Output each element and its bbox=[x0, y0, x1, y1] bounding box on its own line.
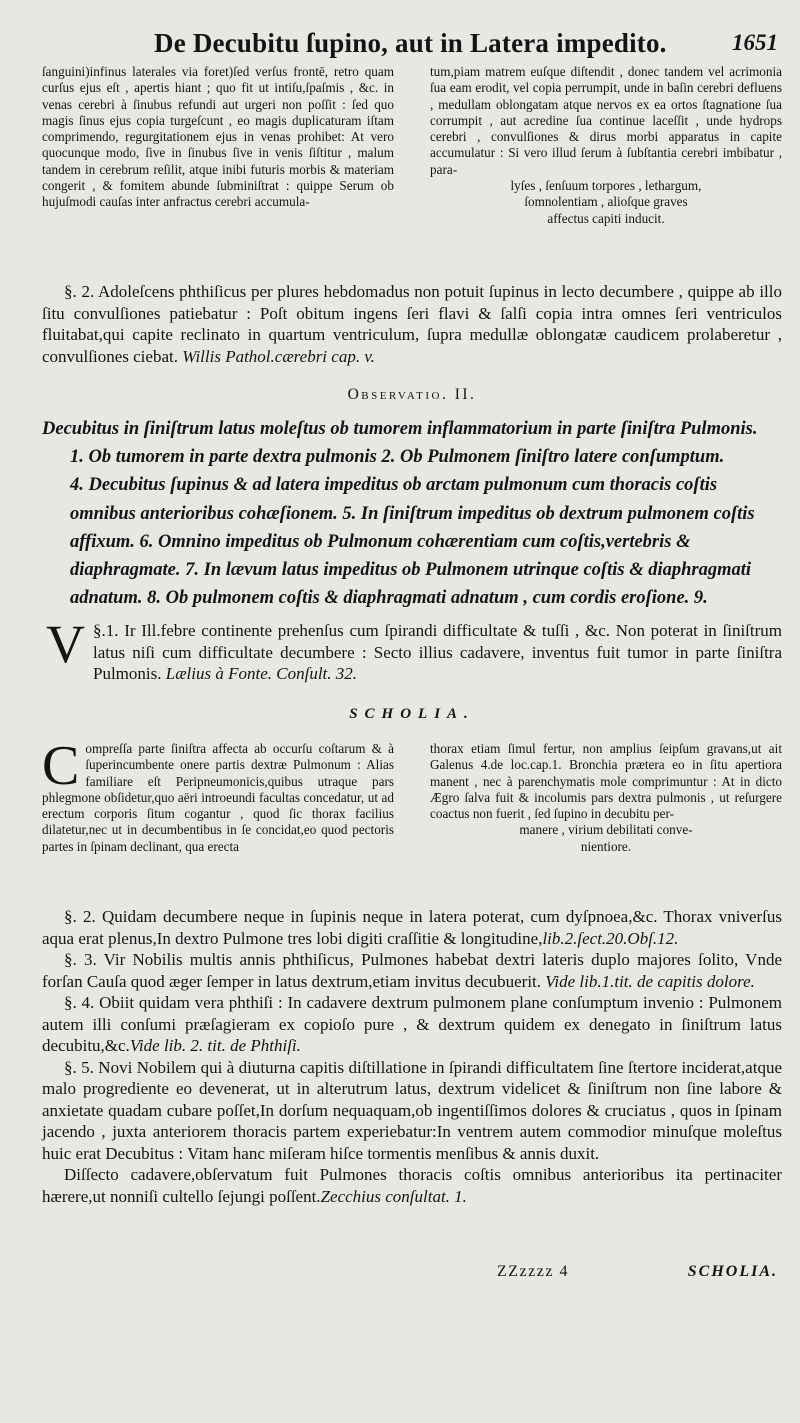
section-2-text: §. 2. Adoleſcens phthiſicus per plures hebdomadus non potuit ſupinus in lecto decumbere , quippe ab illo ſitu convulſiones patiebatur : Poſt obitum ingens ſeri flavi & ſalſi copia intra omnes ſeri ventriculos fluitabat,qui capite reclinato in quartum ventriculum, ſupra medullæ oblongatæ caudicem prolaberetur , convulſiones ciebat. bbox=[42, 282, 782, 366]
scholia-right-line-2: nientiore. bbox=[580, 838, 632, 854]
observatio-item-3: 4. Decubitus ſupinus & ad latera impeditus ob arctam pulmonum cum thoracis coſtis omnibus anterioribus cohæſionem. 5. In ſiniſtrum impeditus ob dextrum pulmonem coſtis affixum. 6. Omnino impeditus ob Pulmonum cohærentiam cum coſtis,vertebris & diaphragmate. 7. In lævum latus impeditus ob Pulmonem utrinque coſtis & diaphragmati adnatum. 8. Ob pulmonem coſtis & diaphragmati adnatum , cum cordis eroſione. 9. bbox=[70, 475, 755, 609]
paragraph-s2 bbox=[42, 906, 782, 949]
scholia-left-text: ompreſſa parte ſiniſtra affecta ab occurſu coſtarum & à ſuperincumbente onere partis dextræ Pulmonum : Alias familiare eſt Peripneumonicis,quibus utraque pars phlegmone obſidetur,quo aëri introeundi facultas concedatur, ut ad erectum corporis ſitum cogantur , quod ſic thorax facilius dilatetur,nec ut in decumbentibus in ſe concidat,eo quod pectoris partes in ſpinam declinant, qua erecta bbox=[42, 741, 394, 854]
section-1-citation: Lælius à Fonte. Conſult. 32. bbox=[165, 664, 358, 683]
paragraph-s2-citation: lib.2.ſect.20.Obſ.12. bbox=[542, 928, 679, 948]
top-left-text: ſanguini)infinus laterales via foret)ſed verſus frontē, retro quam curſus ejus eſt , apertis hiant ; quo fit ut intiſu,ſpaſmis , &c. in venas cerebri à ſinubus refundi aut urgeri non poſſit : ſed quo magis ſinus ejus copia turgeſcunt , eo magis duplicaturam iſtam comprimendo, regurgitationem ejus in venas prohibet: At vero quocunque modo, ſive in ſinubus ſive in venis ſiſtitur , malum tandem in cerebrum reſilit, atque inibi futuris morbis & materiam congerit , & fomitem abunde ſubminiſtrat : quippe Serum ob hujuſmodi cauſas inter anfractus cerebri accumula- bbox=[42, 64, 394, 210]
page-number: 1651 bbox=[732, 30, 778, 55]
closing-paragraphs bbox=[42, 906, 782, 1207]
scholia-two-columns bbox=[42, 735, 782, 855]
drop-cap-v: V bbox=[46, 614, 85, 674]
paragraph-s2-text: §. 2. Quidam decumbere neque in ſupinis neque in latera poterat, cum dyſpnoea,&c. Thorax vniverſus aqua erat plenus,In dextro Pulmone tres lobi digiti craſſitie & longitudine, bbox=[42, 907, 782, 948]
top-right-column bbox=[430, 64, 782, 227]
paragraph-s5-text: §. 5. Novi Nobilem qui à diuturna capitis diſtillatione in ſpirandi difficultatem ſine ſtertore inciderat,atque malo progrediente eo devenerat, ut in alterutrum latus, dextrum videlicet & ſiniſtrum non ſine labore & anxietate quadam cubare poſſet,In dorſum nequaquam,ob ingentiſſimos dolores & cruciatus , quos in ſpinam jacendo , juxta anteriorem thoracis partem experiebatur:In ventrem autem commodior minuſque moleſtus huic erat Decubitus : Vitam hanc miſeram hiſce tormentis menſibus & annis duxit. bbox=[42, 1057, 782, 1163]
paragraph-s3 bbox=[42, 949, 782, 992]
top-right-text: tum,piam matrem euſque diſtendit , donec tandem vel acrimonia ſua eam erodit, vel copia perrumpit, unde in baſin cerebri defluens , medullam oblongatam atque nervos ex ea ortos ſtagnatione ſua corrumpit , aut acredine ſua continue laceſſit , unde hydrops cerebri , convulſiones & dirus morbi apparatus in capite accumulatur : Si vero illud ſerum à ſubſtantia cerebri imbibatur , para- bbox=[430, 64, 782, 177]
paragraph-dissection-citation: Zecchius conſultat. 1. bbox=[320, 1186, 467, 1206]
page-footer bbox=[42, 1263, 782, 1289]
top-two-columns bbox=[42, 64, 782, 227]
paragraph-s3-text: §. 3. Vir Nobilis multis annis phthiſicus, Pulmones habebat dextri lateris duplo majores ſolito, Vnde forſan Cauſa quod æger ſemper in latus dextrum,etiam invitus decubuerit. bbox=[42, 950, 782, 991]
paragraph-s3-citation: Vide lib.1.tit. de capitis dolore. bbox=[545, 971, 755, 991]
page-header bbox=[42, 28, 782, 62]
paragraph-s4 bbox=[42, 992, 782, 1057]
signature-mark: ZZzzzz 4 bbox=[497, 1263, 569, 1280]
catchword: SCHOLIA. bbox=[687, 1263, 778, 1280]
paragraph-s4-text: §. 4. Obiit quidam vera phthiſi : In cadavere dextrum pulmonem plane conſumptum invenio : Pulmonem autem illi conſumi præſagieram ex copioſo pure , & dextrum quidem ex denegato in ſiniſtrum latus decubitu,&c. bbox=[42, 993, 782, 1055]
top-left-column bbox=[42, 64, 394, 227]
scholia-left-column bbox=[42, 735, 394, 855]
section-1-text: Ir Ill.febre continente prehenſus cum ſpirandi difficultate & tuſſi , &c. Non poterat in ſiniſtrum latus niſi cum difficultate decumbere : Secto illius cadavere, inventus fuit tumor in parte ſiniſtra Pulmonis. bbox=[93, 621, 783, 683]
observatio-heading: Observatio. II. bbox=[347, 386, 477, 403]
paragraph-dissection-text: Diſſecto cadavere,obſervatum fuit Pulmones thoracis coſtis omnibus anterioribus ita pertinaciter hærere,ut nonniſi cultello ſejungi poſſent. bbox=[42, 1165, 782, 1206]
section-2-citation: Willis Pathol.cærebri cap. v. bbox=[182, 346, 375, 366]
observatio-contents bbox=[42, 415, 782, 612]
scholia-right-line-1: manere , virium debilitati conve- bbox=[519, 822, 693, 838]
paragraph-dissection bbox=[42, 1164, 782, 1207]
top-right-line-2: ſomnolentiam , alioſque graves bbox=[524, 194, 688, 210]
paragraph-s4-citation: Vide lib. 2. tit. de Phthiſi. bbox=[129, 1036, 301, 1055]
top-right-line-3: affectus capiti inducit. bbox=[547, 210, 665, 226]
section-2-paragraph bbox=[42, 281, 782, 367]
drop-cap-c: C bbox=[42, 735, 80, 797]
section-1-label: §.1. bbox=[93, 621, 119, 640]
observatio-item-2: 1. Ob tumorem in parte dextra pulmonis 2. Ob Pulmonem ſiniſtro latere conſumptum. bbox=[70, 447, 725, 468]
running-title: De Decubitu ſupino, aut in Latera impedito. bbox=[154, 28, 667, 58]
top-right-line-1: lyſes , ſenſuum torpores , lethargum, bbox=[510, 178, 702, 194]
scholia-right-column bbox=[430, 741, 782, 855]
section-1-paragraph bbox=[42, 614, 783, 685]
observatio-item-1: Decubitus in ſiniſtrum latus moleſtus ob tumorem inflammatorium in parte ſiniſtra Pulmonis. bbox=[42, 419, 758, 439]
scholia-right-text: thorax etiam ſimul fertur, non amplius ſeipſum gravans,ut ait Galenus 4.de loc.cap.1. Bronchia prætera eo in ſitu apertiora manent , nec à parenchymatis mole comprimuntur : At in dicto Ægro ſalva fuit & incolumis pars dextra pulmonis , ut reſurgere coactus non fuerit , ſed ſupino in decubitu per- bbox=[430, 741, 782, 822]
paragraph-s5 bbox=[42, 1057, 782, 1165]
scholia-heading: SCHOLIA. bbox=[349, 706, 475, 722]
